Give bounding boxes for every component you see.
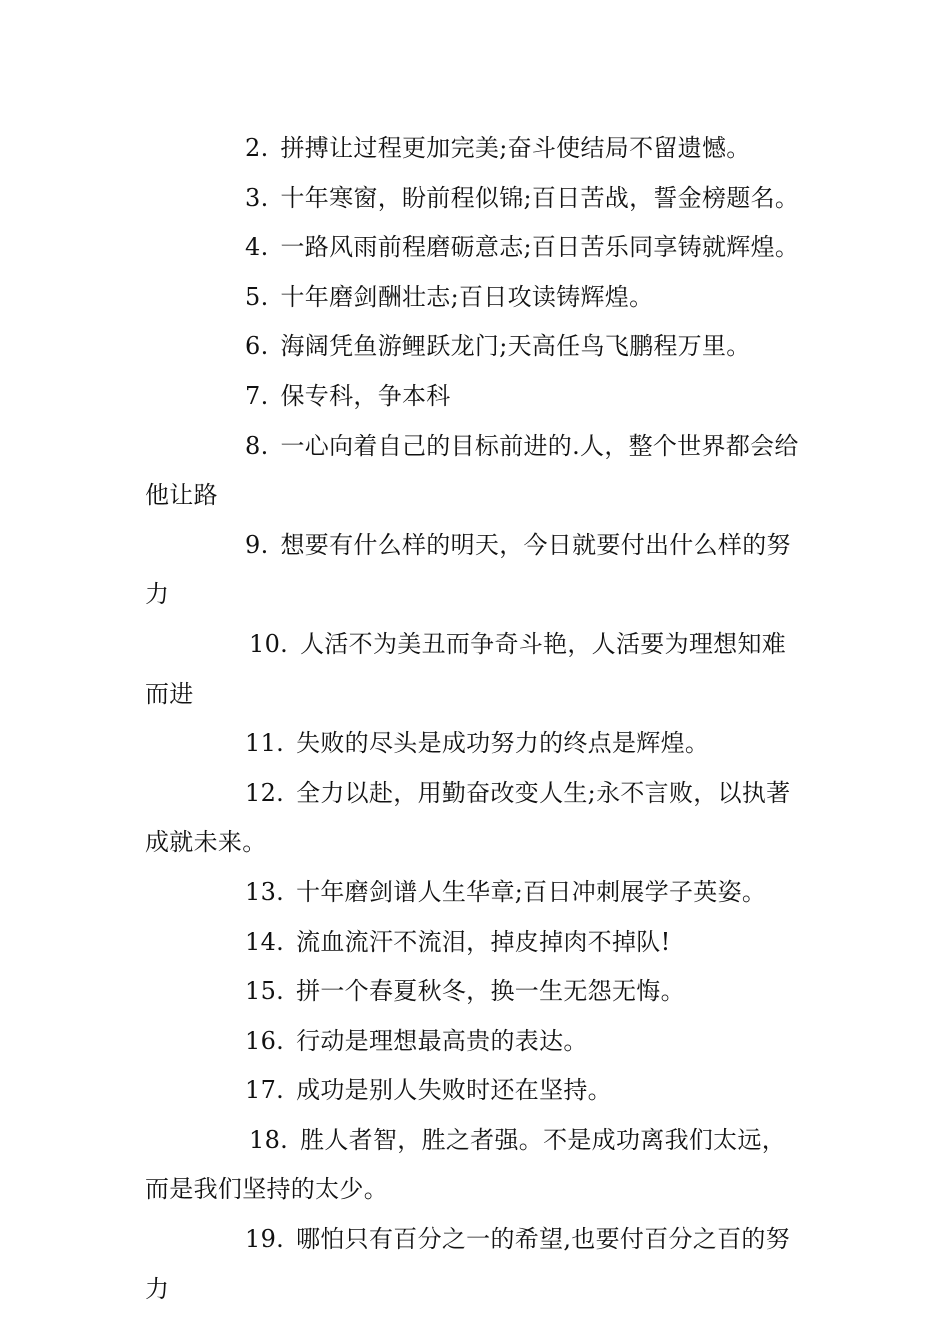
list-item bbox=[145, 422, 810, 521]
item-number: 4. bbox=[245, 233, 269, 262]
item-text: 成功是别人失败时还在坚持。 bbox=[296, 1076, 612, 1105]
item-number: 11. bbox=[245, 729, 285, 758]
item-number: 14. bbox=[245, 927, 285, 956]
item-text: 拼一个春夏秋冬，换一生无怨无悔。 bbox=[296, 977, 685, 1006]
list-item bbox=[145, 620, 810, 719]
item-text: 一路风雨前程磨砺意志;百日苦乐同享铸就辉煌。 bbox=[280, 233, 800, 262]
item-text: 一心向着自己的目标前进的.人，整个世界都会给他让路 bbox=[145, 431, 799, 510]
item-number: 6. bbox=[245, 332, 269, 361]
item-text: 十年磨剑谱人生华章;百日冲刺展学子英姿。 bbox=[296, 877, 767, 906]
list-item bbox=[145, 1215, 810, 1314]
list-item bbox=[145, 223, 810, 273]
list-item bbox=[145, 372, 810, 422]
item-number: 12. bbox=[245, 778, 285, 807]
item-text: 拼搏让过程更加完美;奋斗使结局不留遗憾。 bbox=[280, 134, 751, 162]
list-item bbox=[145, 1017, 810, 1067]
list-item bbox=[145, 1066, 810, 1116]
item-number: 3. bbox=[245, 183, 269, 212]
list-item bbox=[145, 521, 810, 620]
item-number: 19. bbox=[245, 1225, 285, 1254]
item-number: 15. bbox=[245, 977, 285, 1006]
list-item bbox=[145, 719, 810, 769]
quote-list bbox=[145, 124, 810, 1314]
list-item bbox=[145, 1116, 810, 1215]
item-number: 18. bbox=[249, 1125, 289, 1154]
item-text: 人活不为美丑而争奇斗艳，人活要为理想知难而进 bbox=[145, 629, 787, 708]
list-item bbox=[145, 918, 810, 968]
item-text: 十年寒窗，盼前程似锦;百日苦战，誓金榜题名。 bbox=[280, 183, 800, 212]
item-text: 胜人者智，胜之者强。不是成功离我们太远，而是我们坚持的太少。 bbox=[145, 1125, 787, 1204]
item-text: 行动是理想最高贵的表达。 bbox=[296, 1026, 588, 1055]
item-number: 13. bbox=[245, 877, 285, 906]
item-text: 哪怕只有百分之一的希望,也要付百分之百的努力 bbox=[145, 1225, 791, 1303]
item-number: 5. bbox=[245, 282, 269, 311]
item-number: 9. bbox=[245, 530, 269, 559]
item-text: 失败的尽头是成功努力的终点是辉煌。 bbox=[296, 729, 710, 758]
list-item bbox=[145, 967, 810, 1017]
list-item bbox=[145, 769, 810, 868]
item-number: 7. bbox=[245, 381, 269, 410]
list-item bbox=[145, 174, 810, 224]
item-text: 保专科，争本科 bbox=[280, 381, 451, 410]
item-text: 想要有什么样的明天，今日就要付出什么样的努力 bbox=[145, 530, 791, 609]
item-text: 十年磨剑酬壮志;百日攻读铸辉煌。 bbox=[280, 282, 654, 311]
item-number: 2. bbox=[245, 134, 269, 162]
item-text: 海阔凭鱼游鲤跃龙门;天高任鸟飞鹏程万里。 bbox=[280, 332, 751, 361]
item-text: 流血流汗不流泪，掉皮掉肉不掉队! bbox=[296, 927, 671, 956]
list-item bbox=[145, 124, 810, 174]
item-number: 17. bbox=[245, 1076, 285, 1105]
list-item bbox=[145, 273, 810, 323]
list-item bbox=[145, 868, 810, 918]
item-number: 16. bbox=[245, 1026, 285, 1055]
item-number: 10. bbox=[249, 629, 289, 658]
item-number: 8. bbox=[245, 431, 269, 460]
item-text: 全力以赴，用勤奋改变人生;永不言败，以执著成就未来。 bbox=[145, 778, 791, 857]
list-item bbox=[145, 322, 810, 372]
